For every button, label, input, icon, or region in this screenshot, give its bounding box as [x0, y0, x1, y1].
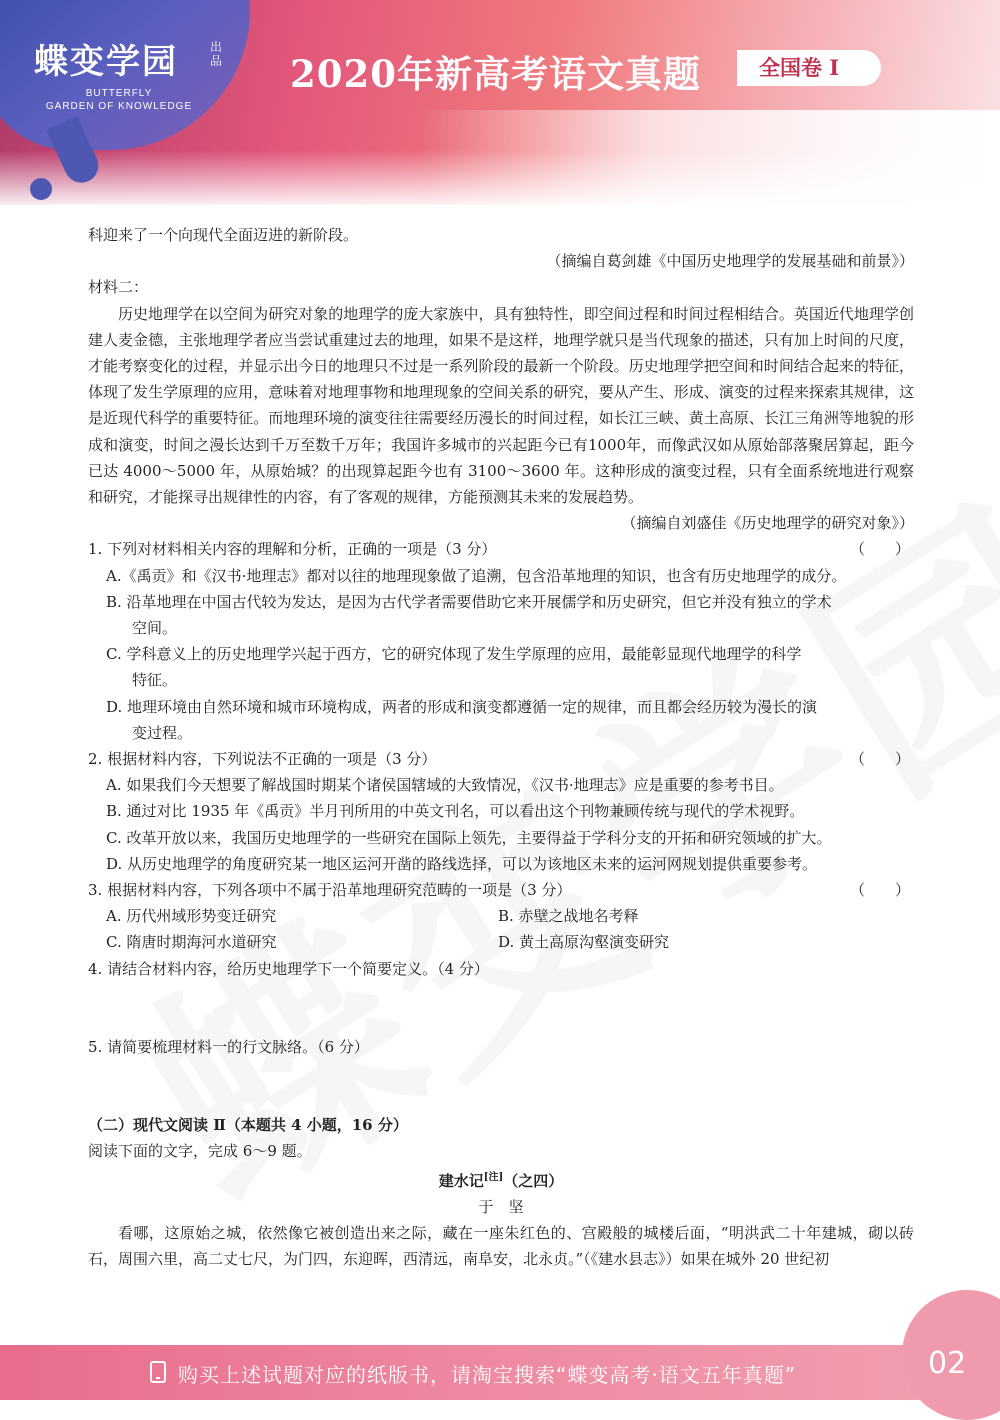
article-title-suffix: （之四） [503, 1171, 564, 1190]
question-3-stem: 3. 根据材料内容，下列各项中不属于沿革地理研究范畴的一项是（3 分） [88, 881, 572, 900]
q2-option-a: A. 如果我们今天想要了解战国时期某个诸侯国辖域的大致情况，《汉书·地理志》应是重要的参考书目。 [106, 776, 784, 795]
q3-option-b: B. 赤壁之战地名考释 [498, 907, 639, 926]
q2-option-b: B. 通过对比 1935 年《禹贡》半月刊所用的中英文刊名，可以看出这个刊物兼顾传统与现代的学术视野。 [106, 802, 805, 821]
answer-bracket: （ ） [849, 750, 910, 769]
q1-option-c-cont: 特征。 [132, 671, 178, 690]
article-text: 看哪，这原始之城，依然像它被创造出来之际，藏在一座朱红色的、宫殿般的城楼后面，“明洪武二十年建城，砌以砖石，周围六里，高二丈七尺，为门四，东迎晖，西清远，南阜安，北永贞。”（《建水县志》）如果在城外 20 世纪初 [88, 1223, 914, 1269]
q1-option-d-cont: 变过程。 [132, 723, 193, 742]
question-2 [88, 746, 914, 772]
article-title-note: [注] [483, 1171, 504, 1183]
page-title: 2020年新高考语文真题 [290, 52, 701, 96]
logo-en-line2: GARDEN OF KNOWLEDGE [45, 101, 193, 112]
q1-option-d: D. 地理环境由自然环境和城市环境构成，两者的形成和演变都遵循一定的规律，而且都会经历较为漫长的演 [106, 697, 818, 716]
question-1-stem: 1. 下列对材料相关内容的理解和分析，正确的一项是（3 分） [88, 540, 497, 559]
material2-source: （摘编自刘盛佳《历史地理学的研究对象》） [621, 514, 914, 533]
q3-option-c: C. 隋唐时期海河水道研究 [106, 933, 277, 952]
material2-label: 材料二： [88, 278, 149, 297]
answer-bracket: （ ） [849, 540, 910, 559]
q1-option-c: C. 学科意义上的历史地理学兴起于西方，它的研究体现了发生学原理的应用，最能彰显现代地理学的科学 [106, 645, 802, 664]
answer-space [88, 1060, 914, 1112]
answer-bracket: （ ） [849, 881, 910, 900]
q3-options-row1 [88, 903, 914, 929]
page-header [0, 0, 1000, 205]
passage1-source: （摘编自葛剑雄《中国历史地理学的发展基础和前景》） [546, 252, 914, 271]
logo-main-text: 蝶变学园 [34, 42, 178, 82]
phone-icon [150, 1361, 166, 1383]
section-heading: （二）现代文阅读 Ⅱ（本题共 4 小题，16 分） [88, 1116, 408, 1135]
q1-option-b: B. 沿革地理在中国古代较为发达，是因为古代学者需要借助它来开展儒学和历史研究，但它并没有独立的学术 [106, 592, 832, 611]
document-body [88, 222, 914, 1272]
question-3 [88, 877, 914, 903]
page-footer [0, 1345, 1000, 1400]
q3-option-a: A. 历代州域形势变迁研究 [106, 907, 277, 926]
question-5: 5. 请简要梳理材料一的行文脉络。（6 分） [88, 1037, 369, 1056]
logo-sub-text: 出品 [210, 40, 223, 68]
brand-logo [34, 34, 223, 113]
q2-option-c: C. 改革开放以来，我国历史地理学的一些研究在国际上领先，主要得益于学科分支的开拓和研究领域的扩大。 [106, 828, 832, 847]
logo-english [34, 87, 204, 113]
q3-options-row2 [88, 929, 914, 955]
article-title-main: 建水记 [438, 1171, 484, 1190]
section-instruction: 阅读下面的文字，完成 6～9 题。 [88, 1142, 312, 1161]
logo-en-line1: BUTTERFLY [85, 88, 153, 99]
logo-ink-drop [30, 178, 52, 200]
question-2-stem: 2. 根据材料内容，下列说法不正确的一项是（3 分） [88, 750, 437, 769]
q2-option-d: D. 从历史地理学的角度研究某一地区运河开凿的路线选择，可以为该地区未来的运河网规划提供重要参考。 [106, 854, 818, 873]
q1-option-a: A.《禹贡》和《汉书·地理志》都对以往的地理现象做了追溯，包含沿革地理的知识，也含有历史地理学的成分。 [106, 566, 847, 585]
q3-option-d: D. 黄土高原沟壑演变研究 [498, 933, 670, 952]
exam-badge: 全国卷 I [737, 50, 881, 86]
answer-space [88, 982, 914, 1034]
material2-text: 历史地理学在以空间为研究对象的地理学的庞大家族中，具有独特性，即空间过程和时间过程相结合。英国近代地理学创建人麦金德，主张地理学者应当尝试重建过去的地理，如果不是这样，地理学就只是当代现象的描述，只有加上时间的尺度，才能考察变化的过程，并显示出今日的地理只不过是一系列阶段的最新一个阶段。历史地理学把空间和时间结合起来的特征，体现了发生学原理的应用，意味着对地理事物和地理现象的空间关系的研究，要从产生、形成、演变的过程来探索其规律，这是近现代科学的重要特征。而地理环境的演变往往需要经历漫长的时间过程，如长江三峡、黄土高原、长江三角洲等地貌的形成和演变，时间之漫长达到千万至数千万年；我国许多城市的兴起距今已有1000年，而像武汉如从原始部落聚居算起，距今已达 4000～5000 年，从原始城？的出现算起距今也有 3100～3600 年。这种形成的演变过程，只有全面系统地进行观察和研究，才能探寻出规律性的内容，有了客观的规律，方能预测其未来的发展趋势。 [88, 304, 914, 507]
passage1-tail: 科迎来了一个向现代全面迈进的新阶段。 [88, 226, 359, 244]
question-4: 4. 请结合材料内容，给历史地理学下一个简要定义。（4 分） [88, 959, 489, 978]
header-fade [0, 150, 1000, 205]
q1-option-b-cont: 空间。 [132, 619, 178, 638]
page-number: 02 [928, 1346, 967, 1381]
article-author: 于 坚 [478, 1197, 524, 1216]
footer-promo-text: 购买上述试题对应的纸版书，请淘宝搜索“蝶变高考·语文五年真题” [178, 1363, 797, 1387]
article-title [88, 1165, 914, 1194]
question-1 [88, 536, 914, 562]
